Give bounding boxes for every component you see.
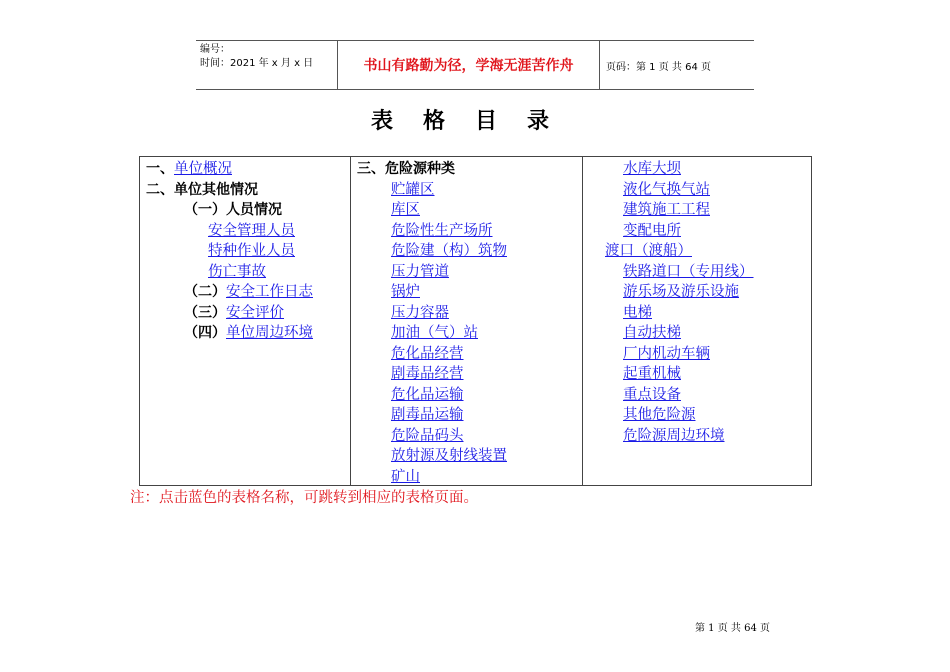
link-text[interactable]: 伤亡事故 xyxy=(208,263,266,280)
link-text[interactable]: 剧毒品经营 xyxy=(391,366,464,382)
hazard-link[interactable] xyxy=(351,282,582,303)
link-text[interactable]: 其他危险源 xyxy=(623,407,696,423)
hazard-link[interactable] xyxy=(583,262,811,283)
hazard-link[interactable] xyxy=(583,303,811,324)
hazard-link[interactable] xyxy=(351,385,582,406)
link-text[interactable]: 游乐场及游乐设施 xyxy=(623,284,739,300)
hazard-link[interactable] xyxy=(351,467,582,488)
header-page-info: 页码：第 1 页 共 64 页 xyxy=(606,61,711,73)
link-text[interactable]: 贮罐区 xyxy=(391,181,435,198)
hazard-link[interactable] xyxy=(583,344,811,365)
page-header xyxy=(196,40,754,90)
link-text[interactable]: 矿山 xyxy=(391,468,420,485)
link-text[interactable]: 压力管道 xyxy=(391,263,449,280)
section-2: 二、单位其他情况 xyxy=(146,181,258,198)
subsection-3-prefix: （三） xyxy=(184,304,226,321)
subsection-2-prefix: （二） xyxy=(184,284,226,300)
hazard-link[interactable] xyxy=(351,262,582,283)
hazard-link[interactable] xyxy=(351,200,582,221)
hazard-link-ferry[interactable] xyxy=(583,241,811,262)
subsection-3 xyxy=(140,303,350,324)
link-text[interactable]: 安全管理人员 xyxy=(208,222,295,239)
contents-table xyxy=(139,156,812,486)
hazard-link[interactable] xyxy=(583,405,811,426)
link-safety-managers[interactable] xyxy=(140,221,350,242)
link-text[interactable]: 危险源周边环境 xyxy=(623,427,725,444)
link-text[interactable]: 建筑施工工程 xyxy=(623,202,710,218)
hazard-link[interactable] xyxy=(583,200,811,221)
link-text[interactable]: 液化气换气站 xyxy=(623,181,710,198)
link-text[interactable]: 危险建（构）筑物 xyxy=(391,243,507,259)
link-text[interactable]: 特种作业人员 xyxy=(208,243,295,259)
link-unit-surroundings[interactable]: 单位周边环境 xyxy=(226,325,313,341)
number-label: 编号： xyxy=(200,44,230,55)
hazard-link[interactable] xyxy=(583,221,811,242)
subsection-4 xyxy=(140,323,350,344)
hazard-link[interactable] xyxy=(583,159,811,180)
page-title: 表格目录 xyxy=(370,109,579,134)
hazard-link[interactable] xyxy=(351,221,582,242)
link-text[interactable]: 厂内机动车辆 xyxy=(623,345,710,362)
link-text[interactable]: 放射源及射线装置 xyxy=(391,448,507,464)
hazard-link[interactable] xyxy=(351,344,582,365)
link-text[interactable]: 剧毒品运输 xyxy=(391,407,464,423)
link-text[interactable]: 锅炉 xyxy=(391,284,420,300)
link-text[interactable]: 铁路道口（专用线） xyxy=(623,263,754,280)
link-safety-log[interactable]: 安全工作日志 xyxy=(226,284,313,300)
instruction-note: 注：点击蓝色的表格名称，可跳转到相应的表格页面。 xyxy=(130,490,478,506)
link-special-workers[interactable] xyxy=(140,241,350,262)
contents-column-3 xyxy=(583,157,811,485)
link-text[interactable]: 重点设备 xyxy=(623,386,681,403)
link-text[interactable]: 压力容器 xyxy=(391,304,449,321)
subsection-personnel: （一）人员情况 xyxy=(184,202,282,218)
header-motto: 书山有路勤为径，学海无涯苦作舟 xyxy=(338,41,600,89)
section-3: 三、危险源种类 xyxy=(357,161,455,177)
link-text[interactable]: 渡口（渡船） xyxy=(605,243,692,259)
hazard-link[interactable] xyxy=(583,180,811,201)
contents-column-2 xyxy=(351,157,583,485)
hazard-link[interactable] xyxy=(583,364,811,385)
hazard-link[interactable] xyxy=(583,282,811,303)
time-label: 时间：2021 年 x 月 x 日 xyxy=(200,58,314,69)
hazard-link[interactable] xyxy=(583,426,811,447)
link-safety-evaluation[interactable]: 安全评价 xyxy=(226,304,284,321)
hazard-link[interactable] xyxy=(351,303,582,324)
link-text[interactable]: 危化品经营 xyxy=(391,345,464,362)
link-casualty-accidents[interactable] xyxy=(140,262,350,283)
subsection-2 xyxy=(140,282,350,303)
link-text[interactable]: 水库大坝 xyxy=(623,161,681,177)
link-text[interactable]: 危化品运输 xyxy=(391,386,464,403)
section-1-prefix: 一、 xyxy=(146,161,174,177)
hazard-link[interactable] xyxy=(351,426,582,447)
page-footer: 第 1 页 共 64 页 xyxy=(695,623,770,634)
section-1 xyxy=(140,159,350,180)
link-text[interactable]: 危险性生产场所 xyxy=(391,222,493,239)
hazard-link[interactable] xyxy=(351,241,582,262)
hazard-link[interactable] xyxy=(351,405,582,426)
link-text[interactable]: 变配电所 xyxy=(623,222,681,239)
header-meta xyxy=(196,41,338,89)
link-unit-overview[interactable]: 单位概况 xyxy=(174,161,232,177)
hazard-link[interactable] xyxy=(351,323,582,344)
hazard-link[interactable] xyxy=(351,364,582,385)
link-text[interactable]: 起重机械 xyxy=(623,366,681,382)
link-text[interactable]: 加油（气）站 xyxy=(391,325,478,341)
hazard-link[interactable] xyxy=(583,323,811,344)
link-text[interactable]: 危险品码头 xyxy=(391,427,464,444)
link-text[interactable]: 库区 xyxy=(391,202,420,218)
contents-column-1 xyxy=(140,157,351,485)
hazard-link[interactable] xyxy=(351,446,582,467)
link-text[interactable]: 自动扶梯 xyxy=(623,325,681,341)
hazard-link[interactable] xyxy=(351,180,582,201)
link-text[interactable]: 电梯 xyxy=(623,304,652,321)
hazard-link[interactable] xyxy=(583,385,811,406)
subsection-4-prefix: （四） xyxy=(184,325,226,341)
